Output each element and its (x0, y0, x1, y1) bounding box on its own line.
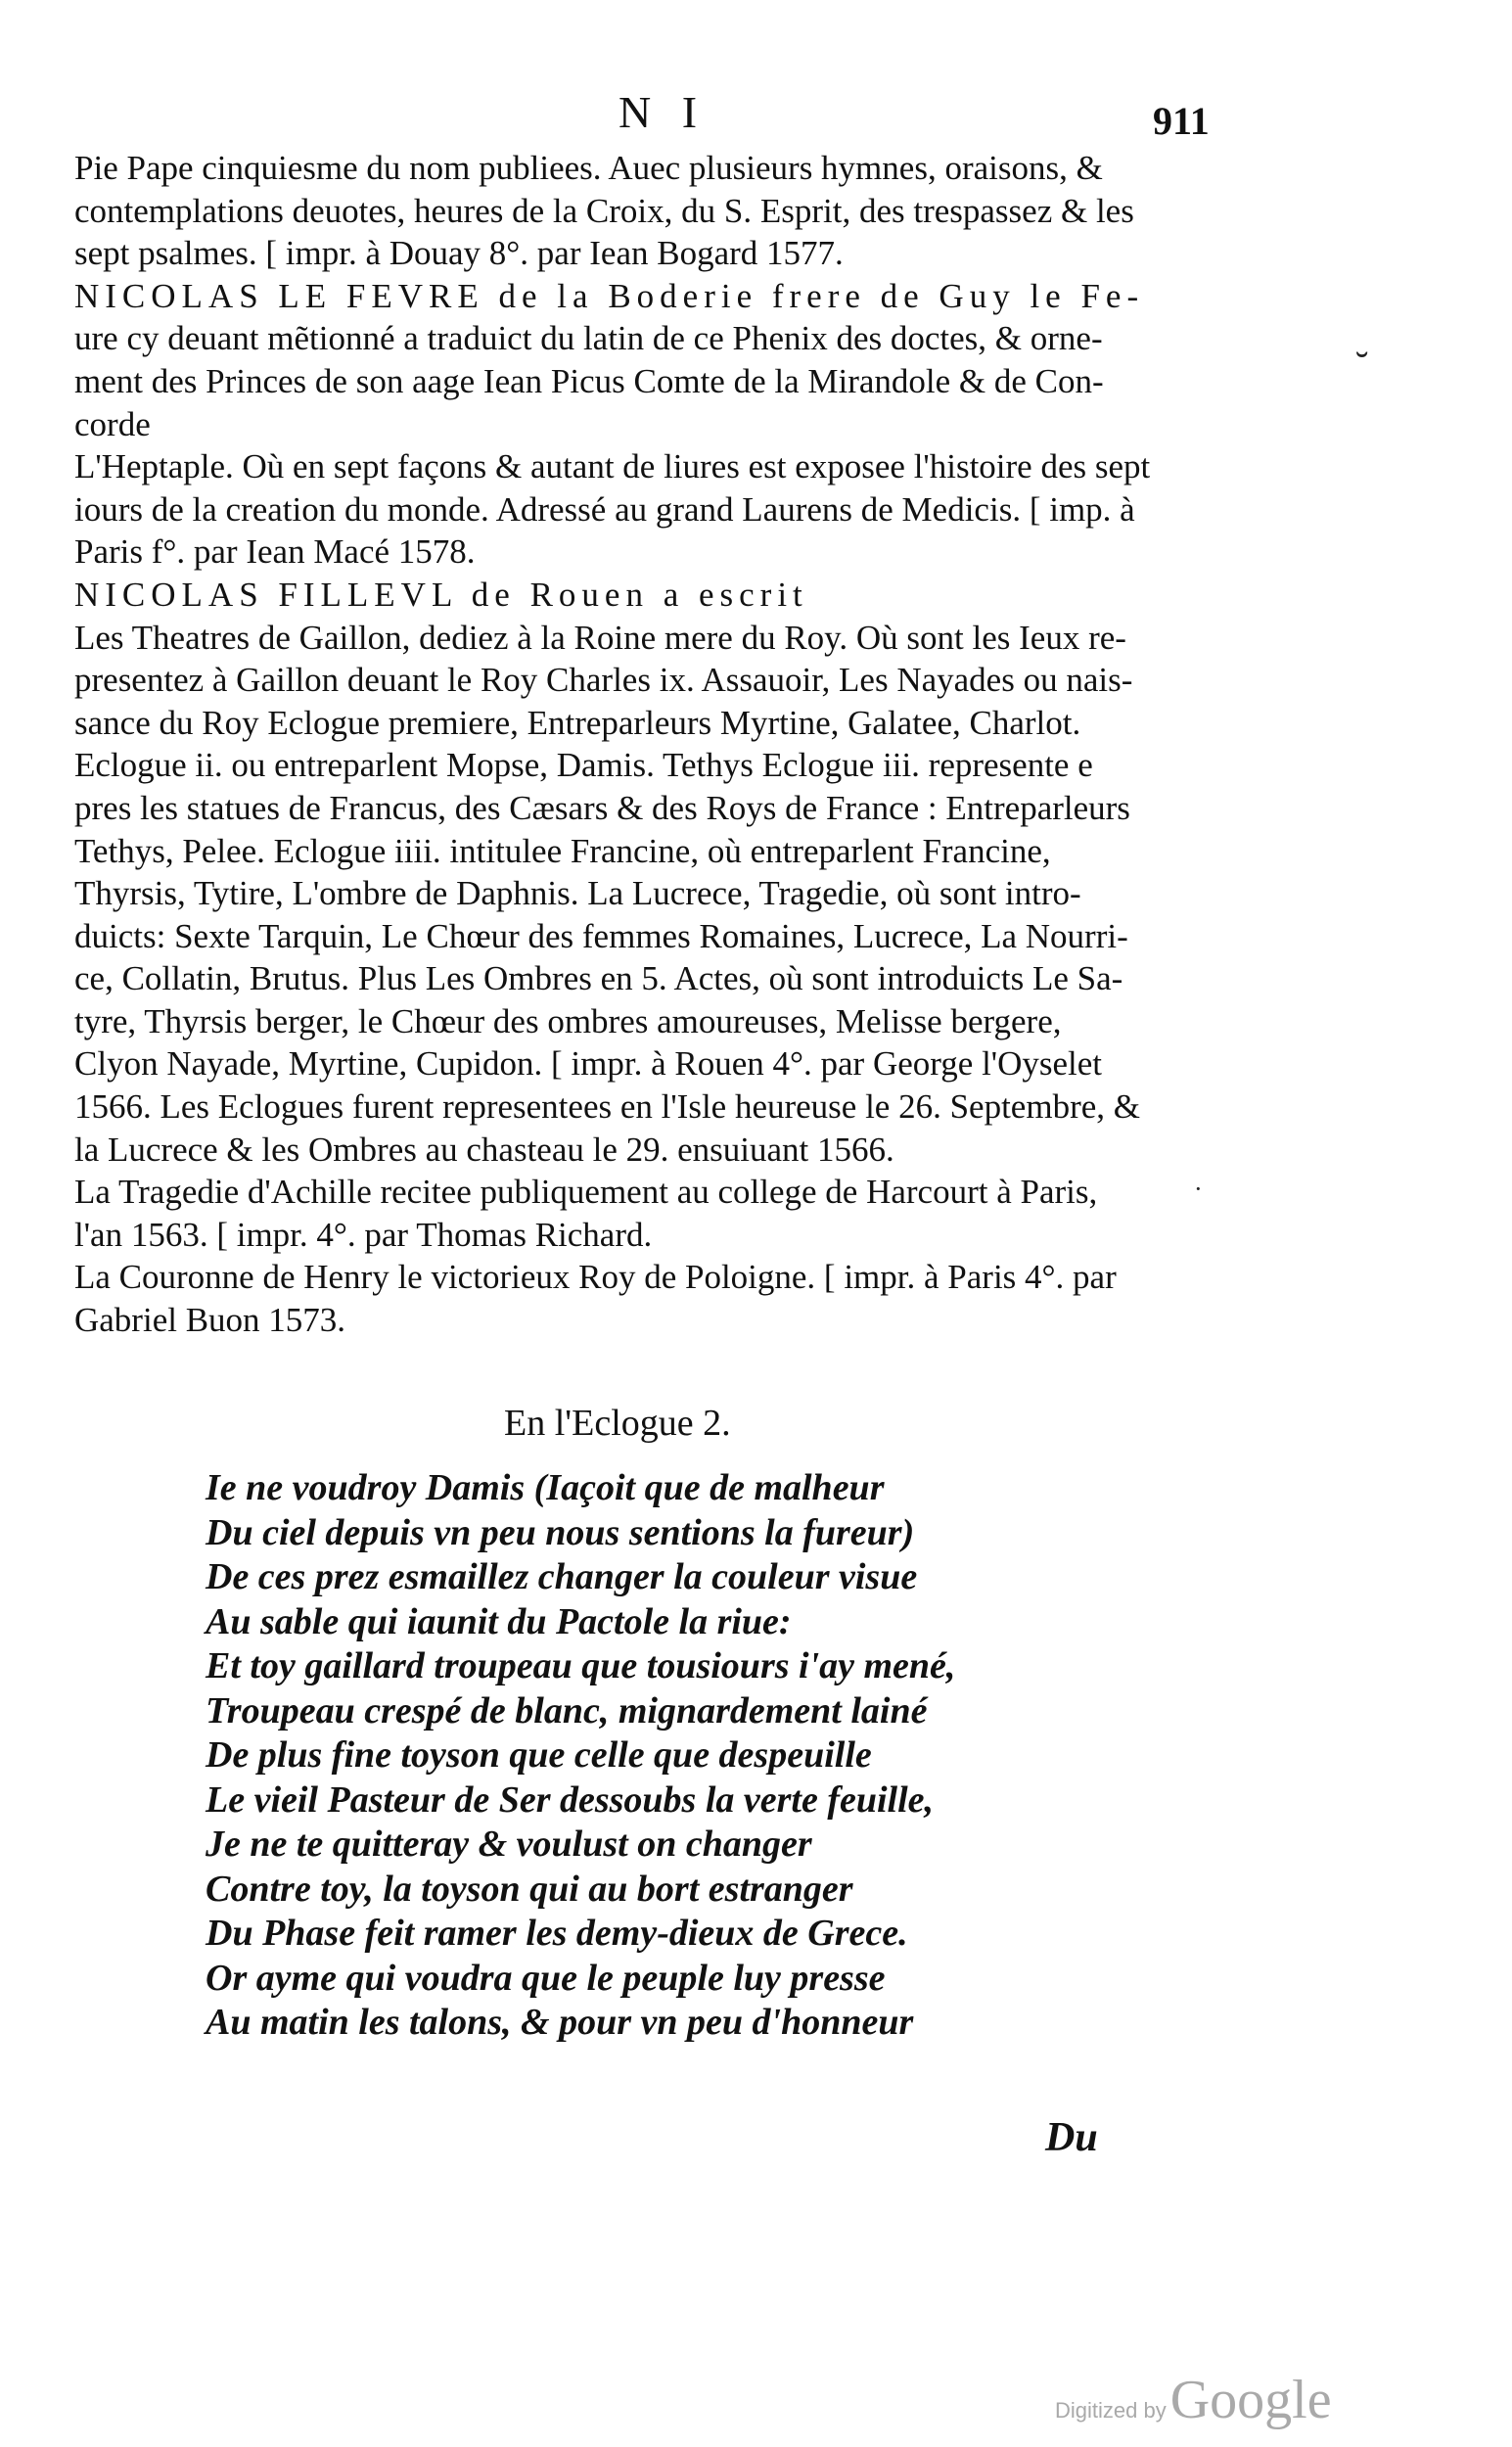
digitization-watermark (1055, 2369, 1332, 2431)
ink-speck: ˘ (1355, 344, 1369, 388)
text-line: ce, Collatin, Brutus. Plus Les Ombres en 5. Actes, où sont introduicts Le Sa- (74, 959, 1123, 998)
entry-heading-line: NICOLAS FILLEVL de Rouen a escrit (74, 575, 808, 614)
text-line: duicts: Sexte Tarquin, Le Chœur des femmes Romaines, Lucrece, La Nourri- (74, 916, 1128, 955)
body-text (74, 147, 1229, 1342)
text-line: presentez à Gaillon deuant le Roy Charles ix. Assauoir, Les Nayades ou nais- (74, 661, 1133, 700)
page-header (0, 86, 1512, 145)
text-line: tyre, Thyrsis berger, le Chœur des ombres amoureuses, Melisse bergere, (74, 1001, 1062, 1040)
text-line: Paris f°. par Iean Macé 1578. (74, 532, 476, 572)
text-line: Thyrsis, Tytire, L'ombre de Daphnis. La Lucrece, Tragedie, où sont intro- (74, 874, 1081, 913)
poem-line: De plus fine toyson que celle que despeuille (206, 1734, 872, 1776)
text-line: 1566. Les Eclogues furent representees en l'Isle heureuse le 26. Septembre, & (74, 1087, 1140, 1127)
poem-line: Contre toy, la toyson qui au bort estranger (206, 1868, 853, 1910)
poem-line: Au matin les talons, & pour vn peu d'honneur (206, 2002, 914, 2043)
poem-line: Et toy gaillard troupeau que tousiours i'ay mené, (206, 1645, 956, 1686)
entry-heading-line: NICOLAS LE FEVRE de la Boderie frere de Guy le Fe- (74, 276, 1145, 315)
text-line: contemplations deuotes, heures de la Croix, du S. Esprit, des trespassez & les (74, 191, 1134, 230)
poem-block (206, 1466, 955, 2046)
google-logo: Google (1169, 2370, 1332, 2430)
text-line: Eclogue ii. ou entreparlent Mopse, Damis. Tethys Eclogue iii. represente e (74, 746, 1093, 785)
text-line: ment des Princes de son aage Iean Picus Comte de la Mirandole & de Con- (74, 361, 1104, 400)
section-heading: En l'Eclogue 2. (504, 1403, 731, 1444)
catchword: Du (1045, 2115, 1098, 2160)
text-line: corde (74, 404, 151, 443)
text-line: l'an 1563. [ impr. 4°. par Thomas Richard. (74, 1215, 653, 1254)
text-line: Pie Pape cinquiesme du nom publiees. Auec plusieurs hymnes, oraisons, & (74, 149, 1103, 187)
poem-line: Je ne te quitteray & voulust on changer (206, 1824, 812, 1865)
text-line: L'Heptaple. Où en sept façons & autant de liures est exposee l'histoire des sept (74, 447, 1151, 486)
text-line: iours de la creation du monde. Adressé au grand Laurens de Medicis. [ imp. à (74, 489, 1135, 529)
text-line: Les Theatres de Gaillon, dediez à la Roine mere du Roy. Où sont les Ieux re- (74, 618, 1126, 657)
watermark-prefix: Digitized by (1055, 2398, 1167, 2423)
poem-line: De ces prez esmaillez changer la couleur visue (206, 1556, 918, 1597)
poem-line: Du ciel depuis vn peu nous sentions la fureur) (206, 1511, 915, 1553)
text-line: Gabriel Buon 1573. (74, 1301, 346, 1340)
poem-line: Or ayme qui voudra que le peuple luy presse (206, 1957, 886, 1999)
text-line: Clyon Nayade, Myrtine, Cupidon. [ impr. à Rouen 4°. par George l'Oyselet (74, 1044, 1103, 1084)
text-line: pres les statues de Francus, des Cæsars & des Roys de France : Entreparleurs (74, 788, 1130, 827)
text-line: La Tragedie d'Achille recitee publiquement au college de Harcourt à Paris, (74, 1173, 1098, 1212)
text-line: sance du Roy Eclogue premiere, Entreparleurs Myrtine, Galatee, Charlot. (74, 703, 1081, 742)
poem-line: Troupeau crespé de blanc, mignardement lainé (206, 1689, 928, 1731)
poem-line: Ie ne voudroy Damis (Iaçoit que de malheur (206, 1467, 885, 1508)
text-line: Tethys, Pelee. Eclogue iiii. intitulee Francine, où entreparlent Francine, (74, 831, 1051, 870)
text-line: ure cy deuant mẽtionné a traduict du latin de ce Phenix des doctes, & orne- (74, 319, 1103, 358)
text-line: sept psalmes. [ impr. à Douay 8°. par Iean Bogard 1577. (74, 234, 844, 273)
text-line: la Lucrece & les Ombres au chasteau le 29. ensuiuant 1566. (74, 1130, 894, 1169)
running-head: N I (619, 87, 708, 137)
poem-line: Au sable qui iaunit du Pactole la riue: (206, 1600, 792, 1642)
text-line: La Couronne de Henry le victorieux Roy de Poloigne. [ impr. à Paris 4°. par (74, 1258, 1117, 1297)
page-number: 911 (1153, 99, 1210, 143)
ink-speck: · (1194, 1175, 1203, 1203)
poem-line: Du Phase feit ramer les demy-dieux de Grece. (206, 1913, 908, 1954)
poem-line: Le vieil Pasteur de Ser dessoubs la verte feuille, (206, 1778, 935, 1821)
